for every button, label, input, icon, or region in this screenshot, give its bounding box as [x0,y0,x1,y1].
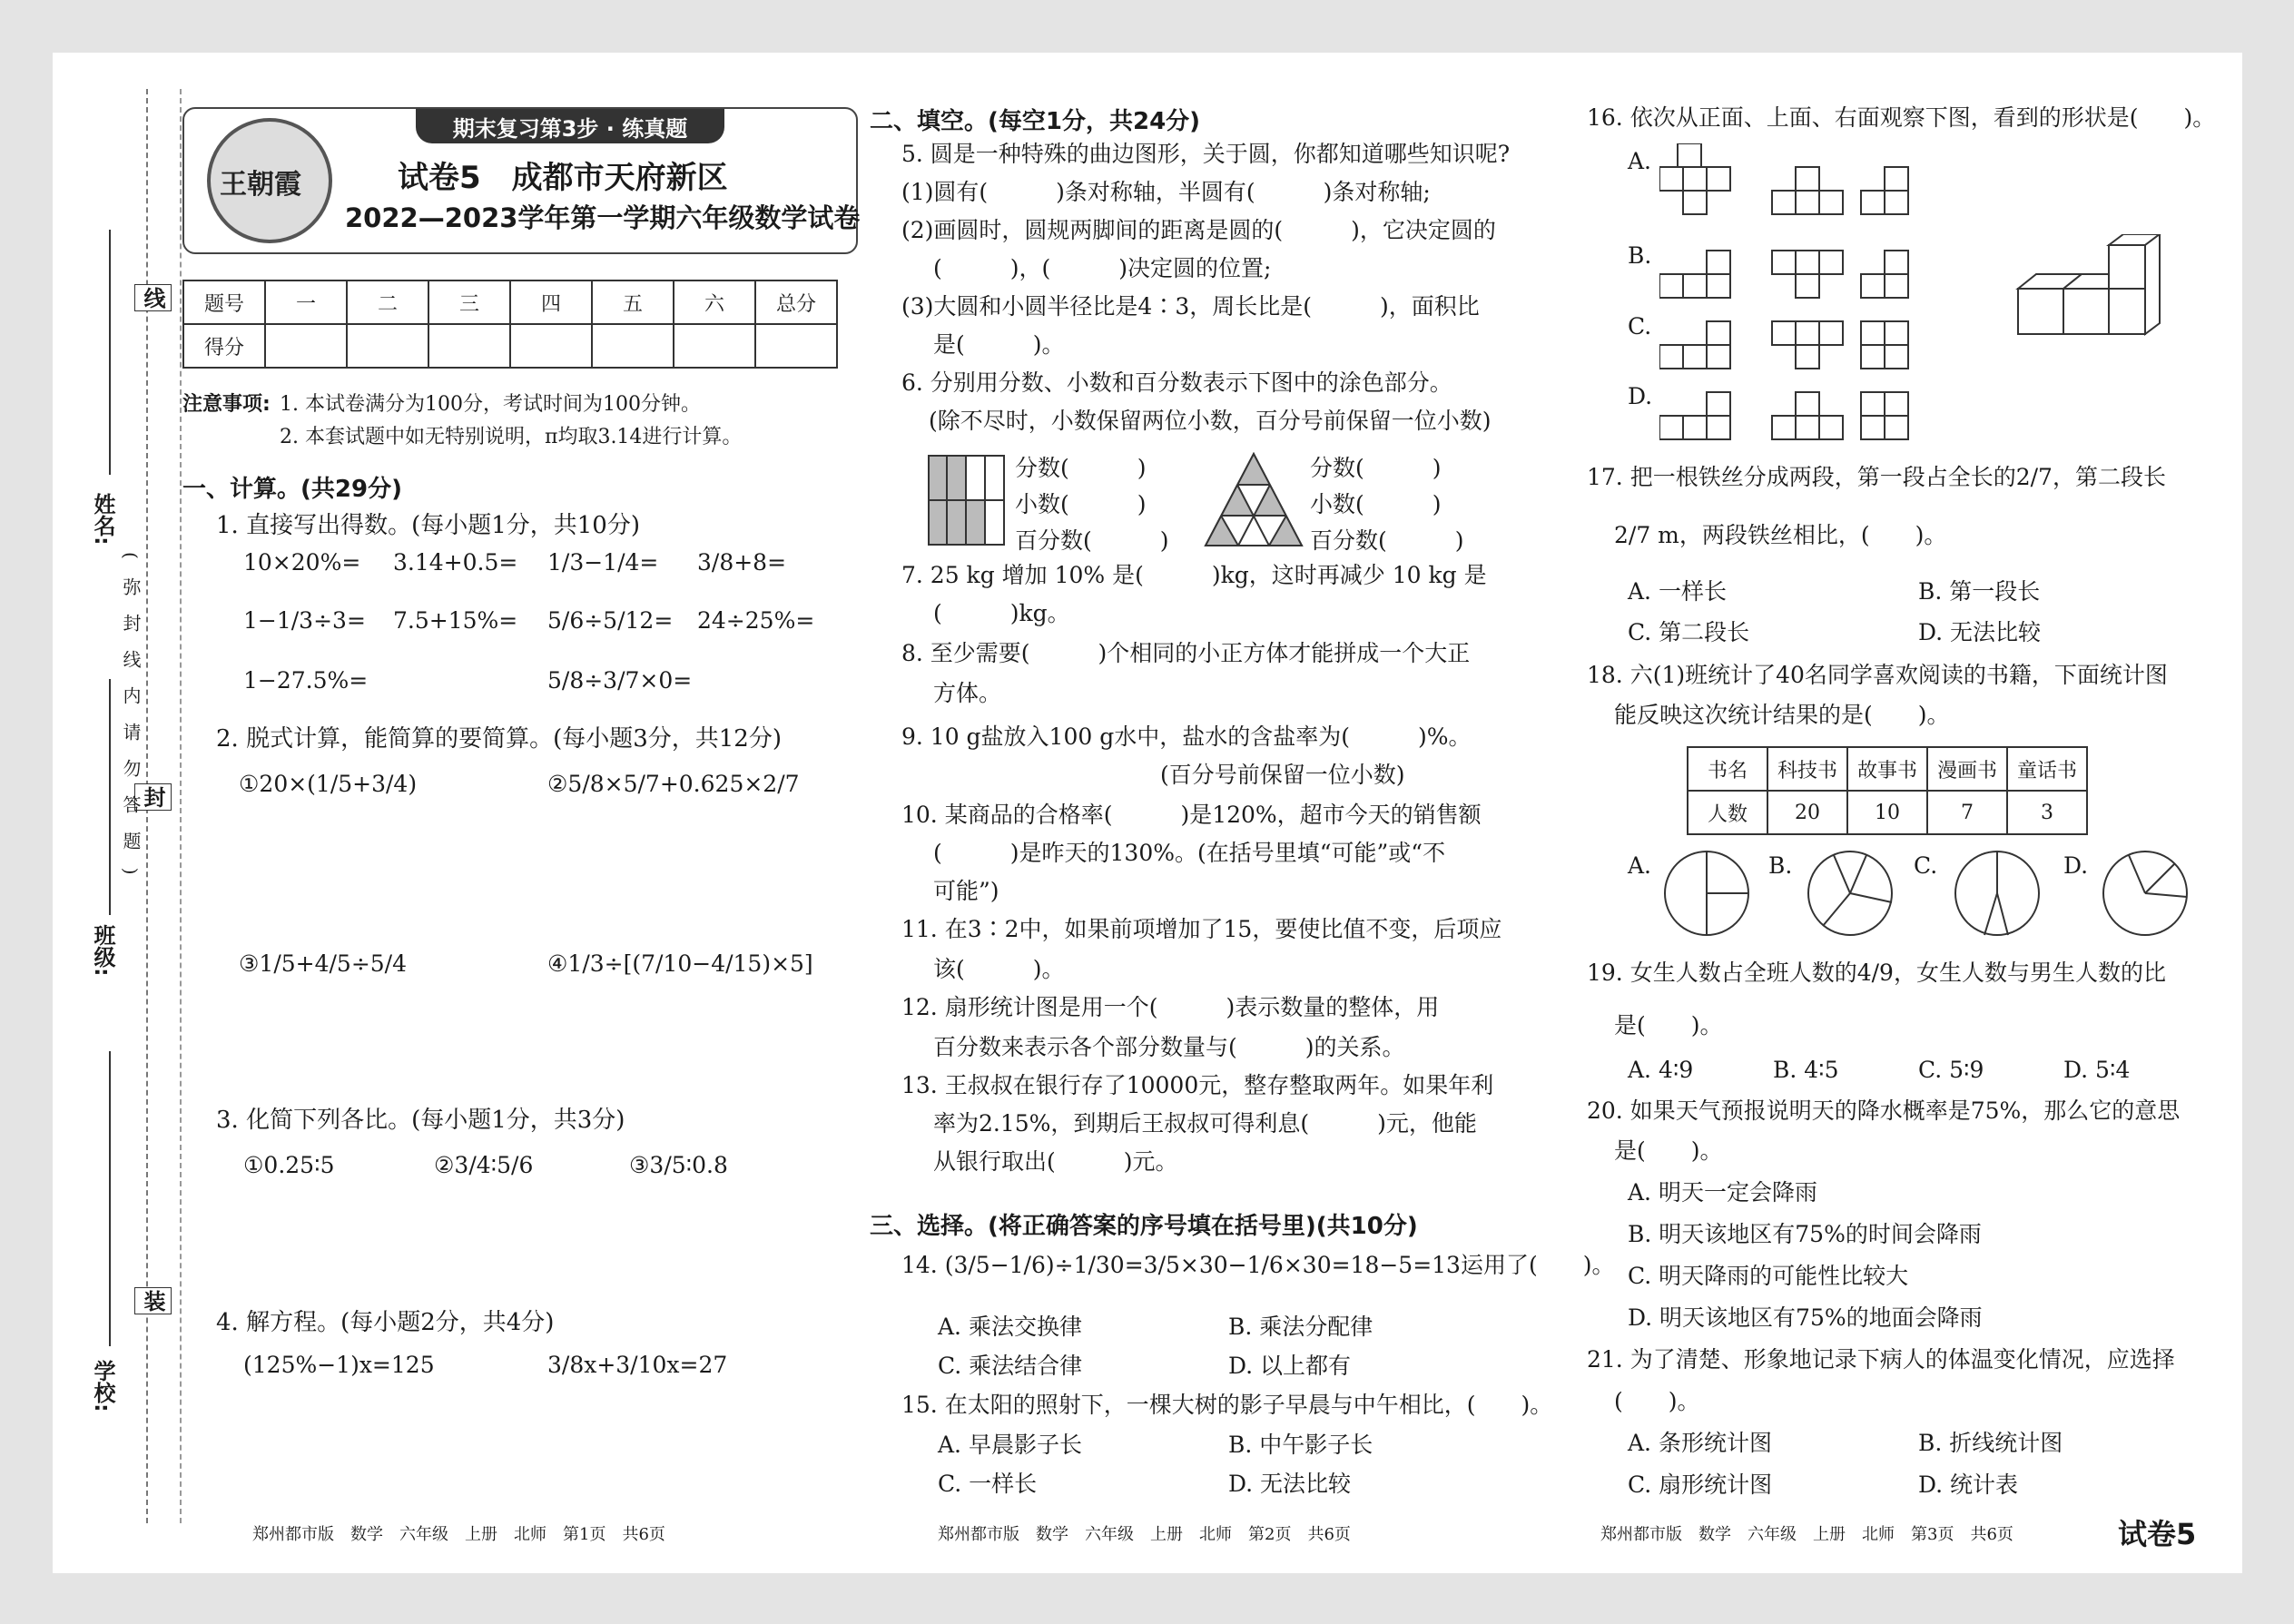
books-cell: 人数 [1688,791,1767,834]
books-header-row [1688,747,2087,791]
fill-blank-line: 从银行取出( )元。 [933,1148,1178,1175]
q16-stem: 16. 依次从正面、上面、右面观察下图，看到的形状是( )。 [1587,104,2216,131]
footer-page-1: 郑州都市版 数学 六年级 上册 北师 第1页 共6页 [252,1525,665,1544]
q17-line-1: 17. 把一根铁丝分成两段，第一段占全长的2/7，第二段长 [1587,464,2166,490]
q18-opt-a: A. [1628,852,1652,879]
side-line-mark: 线 [134,284,172,311]
score-head-cell: 一 [265,281,347,324]
q18-line-1: 18. 六(1)班统计了40名同学喜欢阅读的书籍，下面统计图 [1587,662,2168,688]
tri-fraction-label: 分数( ) [1310,455,1442,481]
q4-item: (125%−1)x=125 [243,1352,435,1378]
score-head-cell: 六 [674,281,755,324]
q2-stem: 2. 脱式计算，能简算的要简算。(每小题3分，共12分) [216,725,782,753]
q2-item: ③1/5+4/5÷5/4 [239,950,408,977]
side-school-blank [109,1051,111,1346]
q3-stem: 3. 化简下列各比。(每小题1分，共3分) [216,1107,625,1134]
q19-opt: A. 4∶9 [1628,1057,1694,1083]
q18-opt-d: D. [2063,852,2089,879]
view-b3 [1861,251,1908,298]
score-cell[interactable] [510,324,592,368]
q19-opt: D. 5∶4 [2063,1057,2131,1083]
q15-opt: A. 早晨影子长 [938,1432,1082,1458]
cube-solid [2009,234,2163,361]
q14-opt: C. 乘法结合律 [938,1353,1083,1379]
fill-blank-line: 方体。 [933,680,1002,706]
q1-item: 7.5+15%= [393,607,518,634]
q14-opt: A. 乘法交换律 [938,1314,1082,1340]
q15-opt: D. 无法比较 [1228,1471,1352,1497]
score-row-label: 得分 [183,324,265,368]
side-class-blank [109,679,111,915]
q19-line-1: 19. 女生人数占全班人数的4/9，女生人数与男生人数的比 [1587,960,2166,986]
q2-item: ①20×(1/5+3/4) [239,771,418,797]
q17-line-2: 2/7 m，两段铁丝相比，( )。 [1614,522,1947,548]
books-cell: 故事书 [1847,747,1927,791]
q1-item: 5/6÷5/12= [547,607,674,634]
books-cell: 10 [1847,791,1927,834]
score-cell[interactable] [347,324,428,368]
fill-blank-line: (3)大圆和小圆半径比是4∶3，周长比是( )，面积比 [901,293,1480,320]
header-subtitle: 2022—2023学年第一学期六年级数学试卷 [345,202,861,233]
q21-opt: C. 扇形统计图 [1628,1471,1773,1498]
q16-opt-a: A. [1628,148,1652,174]
fill-blank-line: (百分号前保留一位小数) [1160,762,1405,788]
score-cell[interactable] [428,324,510,368]
triangle-figure-svg [1204,452,1304,547]
q4-item: 3/8x+3/10x=27 [547,1352,728,1378]
books-cell: 童话书 [2007,747,2087,791]
q14-opt: D. 以上都有 [1228,1353,1352,1379]
section-1-title: 一、计算。(共29分) [182,476,402,503]
section-3-title: 三、选择。(将正确答案的序号填在括号里)(共10分) [870,1213,1418,1240]
score-head-cell: 四 [510,281,592,324]
q17-opt: D. 无法比较 [1918,619,2042,645]
score-head-cell: 总分 [755,281,837,324]
q21-opt: D. 统计表 [1918,1471,2019,1498]
fill-blank-line: 可能”) [933,878,999,904]
score-table [182,280,838,369]
fill-blank-line: 11. 在3∶2中，如果前项增加了15，要使比值不变，后项应 [901,916,1502,942]
fill-blank-line: 12. 扇形统计图是用一个( )表示数量的整体，用 [901,994,1440,1020]
fill-blank-line: 6. 分别用分数、小数和百分数表示下图中的涂色部分。 [901,369,1452,396]
footer-page-3: 郑州都市版 数学 六年级 上册 北师 第3页 共6页 [1600,1525,2013,1544]
q15-opt: C. 一样长 [938,1471,1038,1497]
q3-item: ③3/5∶0.8 [629,1152,728,1178]
q17-opt: C. 第二段长 [1628,619,1750,645]
score-head-cell: 五 [592,281,674,324]
q1-item: 1/3−1/4= [547,549,659,576]
q17-opt: A. 一样长 [1628,578,1727,605]
side-bind-mark: 装 [134,1287,172,1314]
score-header-row [183,281,837,324]
q18-opt-c: C. [1914,852,1938,879]
q20-line-2: 是( )。 [1614,1137,1723,1164]
note-2: 2. 本套试题中如无特别说明，π均取3.14进行计算。 [280,426,743,448]
fill-blank-line: (除不尽时，小数保留两位小数，百分号前保留一位小数) [929,408,1492,434]
q2-item: ②5/8×5/7+0.625×2/7 [547,771,800,797]
q21-opt: B. 折线统计图 [1918,1430,2063,1456]
books-cell: 漫画书 [1927,747,2007,791]
logo-text: 王朝霞 [220,169,301,201]
view-c2 [1772,321,1843,369]
q18-line-2: 能反映这次统计结果的是( )。 [1614,702,1950,728]
fill-blank-line: 该( )。 [933,956,1065,982]
q15-opt: B. 中午影子长 [1228,1432,1373,1458]
q19-line-2: 是( )。 [1614,1012,1723,1038]
exam-sheet [53,53,2242,1573]
q1-item: 24÷25%= [697,607,815,634]
q20-opt: B. 明天该地区有75%的时间会降雨 [1628,1221,1982,1247]
binding-line-inner [180,89,182,1523]
pie-option-b [1805,848,1895,939]
q1-item: 5/8÷3/7×0= [547,667,693,694]
rect-figure-svg [928,455,1005,546]
side-class-label: 班级: [90,924,115,977]
view-a3 [1861,167,1908,214]
view-a1 [1659,143,1730,214]
q1-item: 1−27.5%= [243,667,369,694]
fill-blank-line: 5. 圆是一种特殊的曲边图形，关于圆，你都知道哪些知识呢? [901,141,1511,167]
view-c1 [1659,321,1730,369]
score-row [183,324,837,368]
books-cell: 科技书 [1767,747,1847,791]
side-no-answer: ( 弥 封 线 内 请 勿 答 题 ) [120,552,142,875]
pie-option-c [1952,848,2043,939]
view-d1 [1659,392,1730,439]
q16-opt-c: C. [1628,313,1652,340]
fill-blank-line: 是( )。 [933,331,1065,358]
side-name-blank [109,230,111,475]
section-2-title: 二、填空。(每空1分，共24分) [870,108,1201,135]
fill-blank-line: 13. 王叔叔在银行存了10000元，整存整取两年。如果年利 [901,1072,1494,1098]
pie-option-d [2100,848,2191,939]
q3-item: ①0.25∶5 [243,1152,335,1178]
rect-decimal-label: 小数( ) [1015,491,1147,517]
triangle-figure [1204,452,1304,547]
rect-percent-label: 百分数( ) [1015,527,1169,554]
fill-blank-line: (1)圆有( )条对称轴，半圆有( )条对称轴; [901,179,1431,205]
score-head-cell: 二 [347,281,428,324]
side-school-label: 学校: [90,1360,115,1412]
books-table [1687,746,2088,835]
fill-blank-line: 10. 某商品的合格率( )是120%，超市今天的销售额 [901,802,1482,828]
fill-blank-line: 8. 至少需要( )个相同的小正方体才能拼成一个大正 [901,640,1471,666]
q20-opt: A. 明天一定会降雨 [1628,1179,1817,1206]
footer-page-2: 郑州都市版 数学 六年级 上册 北师 第2页 共6页 [938,1525,1351,1544]
fill-blank-line: ( )是昨天的130%。(在括号里填“可能”或“不 [933,840,1446,866]
q3-item: ②3/4∶5/6 [434,1152,534,1178]
q14-opt: B. 乘法分配律 [1228,1314,1373,1340]
view-b2 [1772,251,1843,298]
pie-option-a [1661,848,1752,939]
score-cell[interactable] [674,324,755,368]
q4-stem: 4. 解方程。(每小题2分，共4分) [216,1309,555,1336]
books-data-row [1688,791,2087,834]
q18-opt-b: B. [1768,852,1793,879]
footer-exam-tag: 试卷5 [2118,1517,2197,1551]
rect-figure [928,455,1005,546]
q16-opt-b: B. [1628,242,1652,269]
q1-item: 3.14+0.5= [393,549,518,576]
q16-opt-d: D. [1628,383,1653,409]
score-head-cell: 题号 [183,281,265,324]
fill-blank-line: ( )，( )决定圆的位置; [933,255,1272,281]
q21-line-1: 21. 为了清楚、形象地记录下病人的体温变化情况，应选择 [1587,1346,2175,1373]
books-cell: 3 [2007,791,2087,834]
books-cell: 7 [1927,791,2007,834]
q1-item: 1−1/3÷3= [243,607,366,634]
q1-stem: 1. 直接写出得数。(每小题1分，共10分) [216,512,640,539]
fill-blank-line: 7. 25 kg 增加 10% 是( )kg，这时再减少 10 kg 是 [901,562,1487,588]
rect-fraction-label: 分数( ) [1015,455,1147,481]
fill-blank-line: 百分数来表示各个部分数量与( )的关系。 [933,1034,1405,1060]
view-a2 [1772,167,1843,214]
fill-blank-line: 率为2.15%，到期后王叔叔可得利息( )元，他能 [933,1110,1477,1137]
header-title: 试卷5 成都市天府新区 [398,160,728,196]
books-cell: 20 [1767,791,1847,834]
q1-item: 10×20%= [243,549,361,576]
score-cell[interactable] [592,324,674,368]
q15-stem: 15. 在太阳的照射下，一棵大树的影子早晨与中午相比，( )。 [901,1392,1553,1418]
score-head-cell: 三 [428,281,510,324]
score-cell[interactable] [755,324,837,368]
q2-item: ④1/3÷[(7/10−4/15)×5] [547,950,813,977]
q14-stem: 14. (3/5−1/6)÷1/30=3/5×30−1/6×30=18−5=13运用了( )。 [901,1252,1615,1278]
view-d2 [1772,392,1843,439]
notes-label: 注意事项: [182,393,271,416]
q19-opt: B. 4∶5 [1773,1057,1839,1083]
side-name-label: 姓名: [90,493,115,546]
fill-blank-line: (2)画圆时，圆规两脚间的距离是圆的( )，它决定圆的 [901,217,1496,243]
side-seal-mark: 封 [134,783,172,811]
q20-opt: C. 明天降雨的可能性比较大 [1628,1263,1909,1289]
q21-opt: A. 条形统计图 [1628,1430,1772,1456]
q17-opt: B. 第一段长 [1918,578,2041,605]
tri-percent-label: 百分数( ) [1310,527,1464,554]
q19-opt: C. 5∶9 [1918,1057,1984,1083]
view-d3 [1861,392,1908,439]
fill-blank-line: 9. 10 g盐放入100 g水中，盐水的含盐率为( )%。 [901,723,1472,750]
q20-opt: D. 明天该地区有75%的地面会降雨 [1628,1304,1983,1331]
books-cell: 书名 [1688,747,1767,791]
q1-item: 3/8+8= [697,549,787,576]
view-c3 [1861,321,1908,369]
q20-line-1: 20. 如果天气预报说明天的降水概率是75%，那么它的意思 [1587,1097,2181,1124]
note-1: 1. 本试卷满分为100分，考试时间为100分钟。 [280,393,701,416]
q21-line-2: ( )。 [1614,1388,1700,1414]
tri-decimal-label: 小数( ) [1310,491,1442,517]
header-banner: 期末复习第3步 · 练真题 [452,116,688,142]
view-b1 [1659,251,1730,298]
score-cell[interactable] [265,324,347,368]
q16-views [1659,143,1986,452]
fill-blank-line: ( )kg。 [933,600,1070,626]
